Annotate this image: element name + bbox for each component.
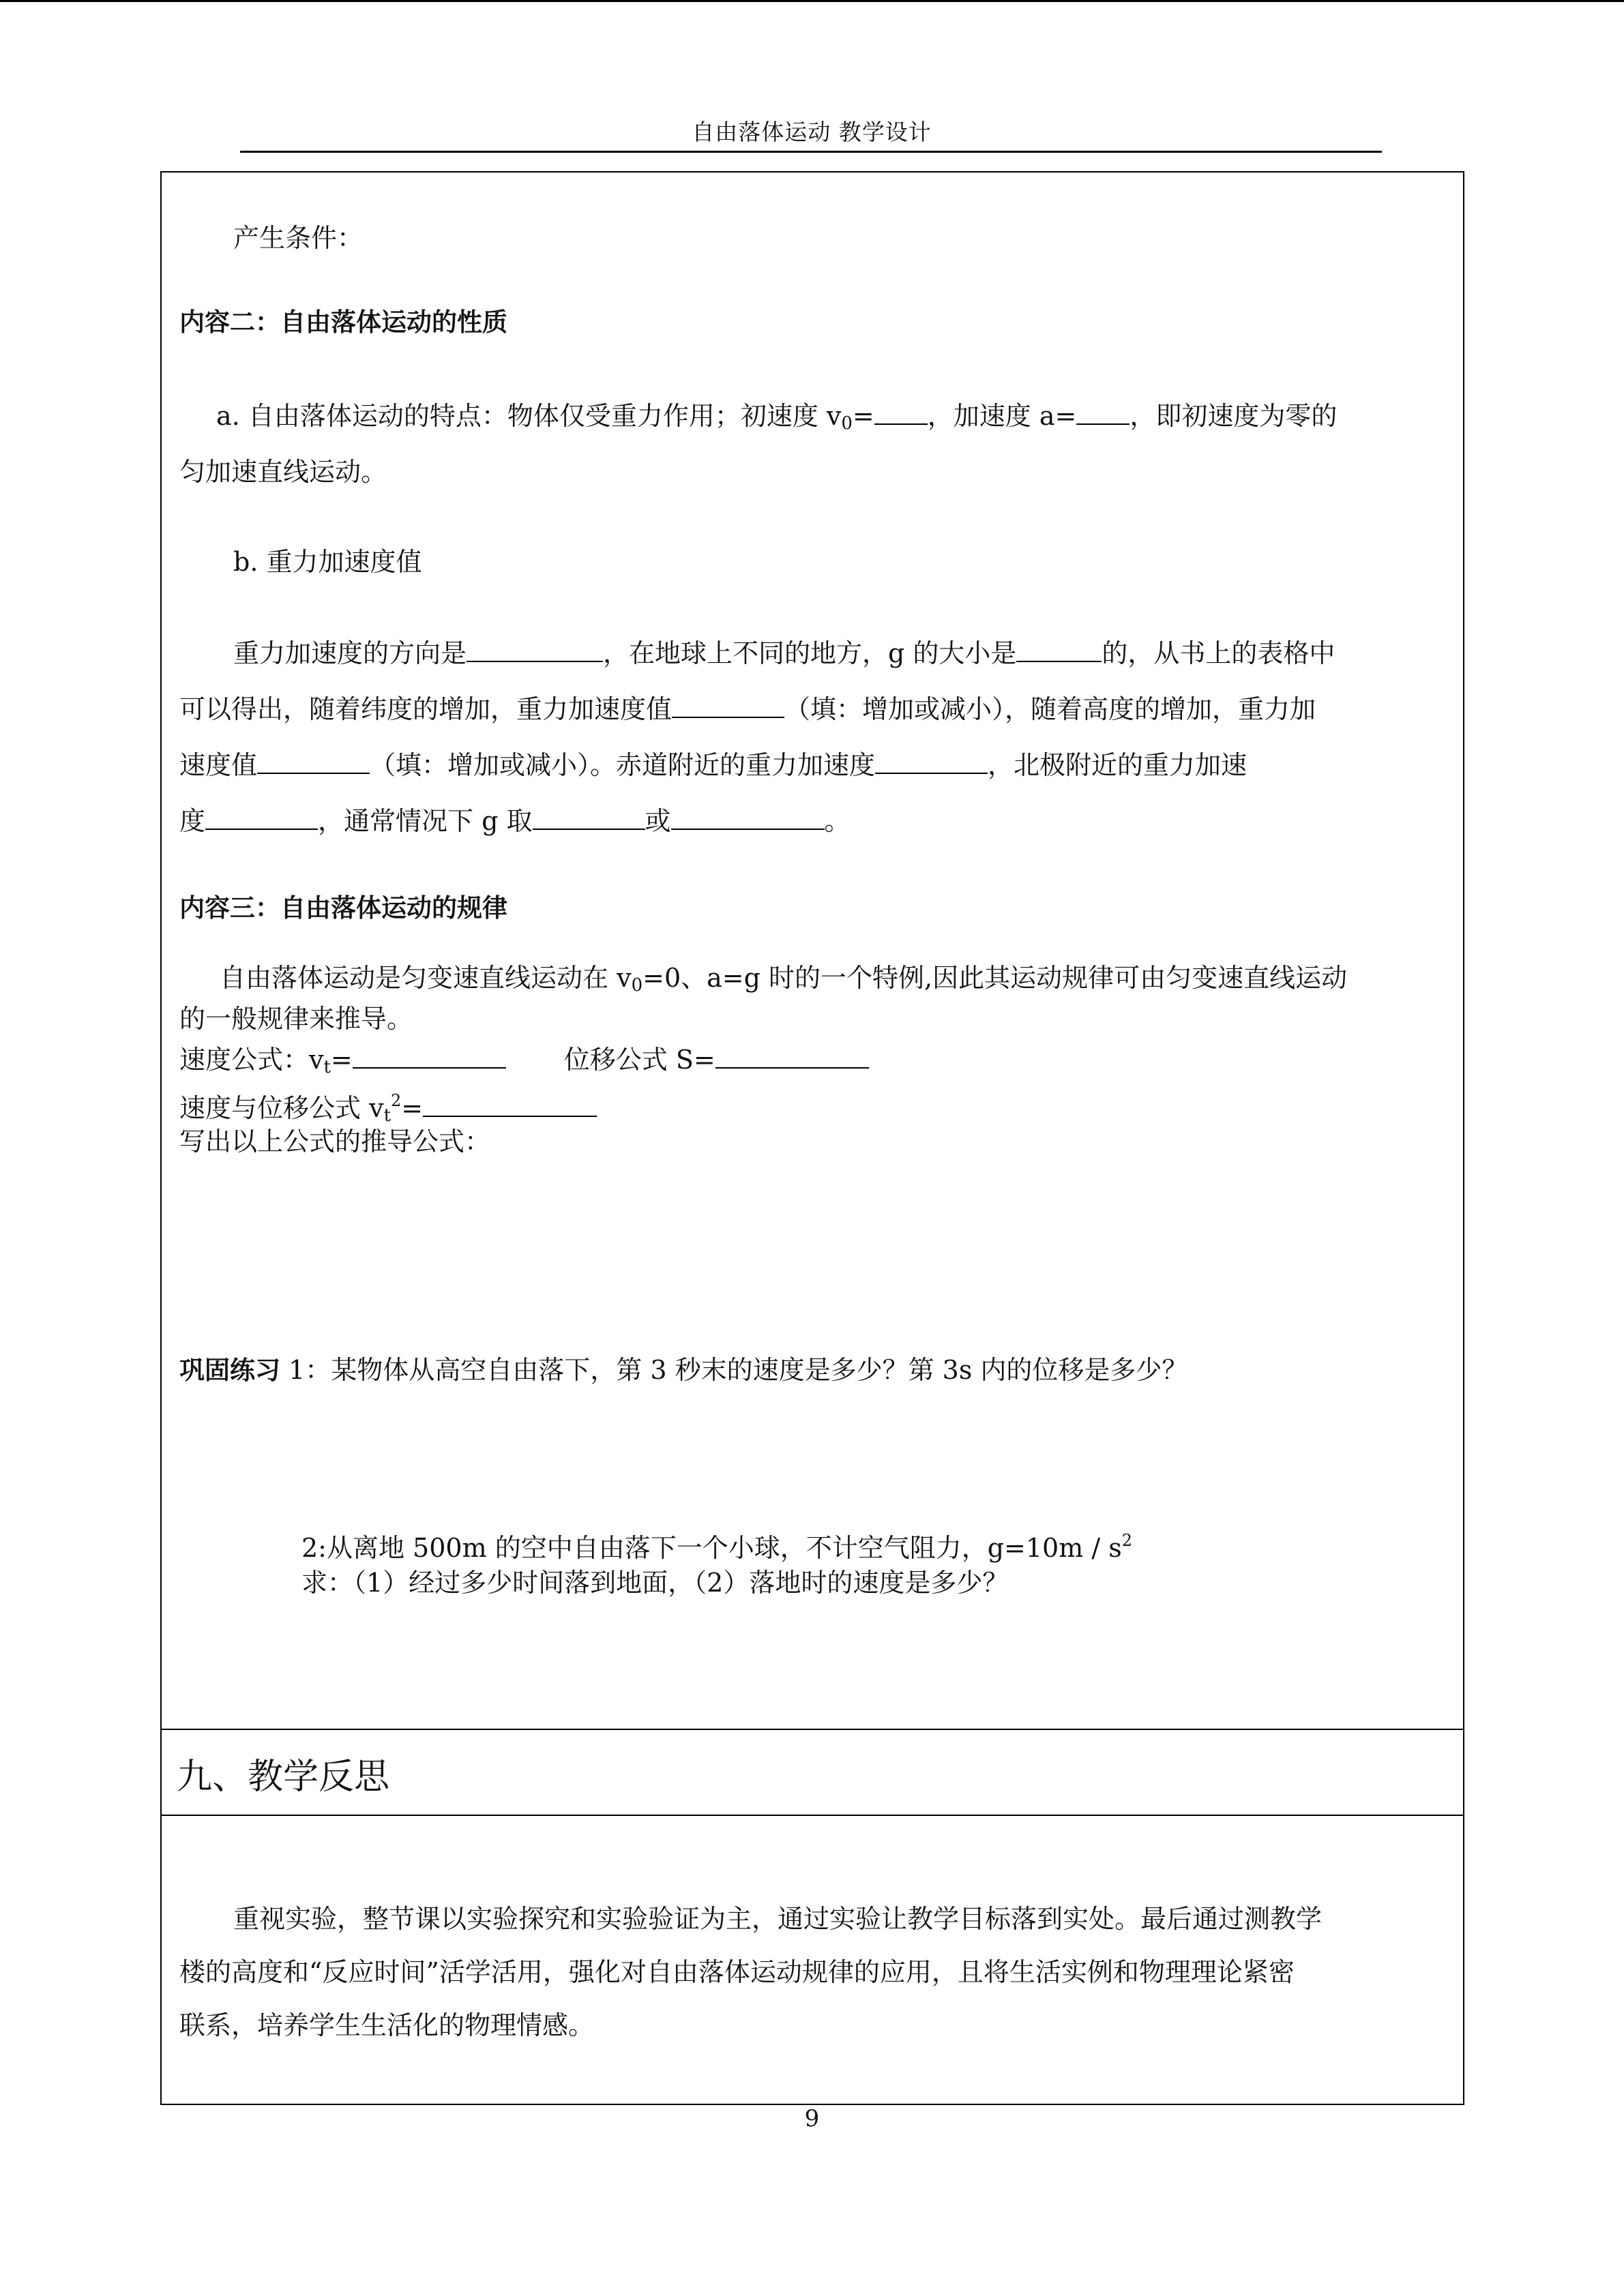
velocity-label: 速度公式：v xyxy=(179,1045,324,1075)
law-line2: 的一般规律来推导。 xyxy=(179,1004,413,1034)
blank-velocity-formula xyxy=(353,1041,506,1069)
velocity-sub: t xyxy=(323,1057,331,1077)
reflection-line3: 联系，培养学生生活化的物理情感。 xyxy=(179,2010,595,2040)
page-header: 自由落体运动 教学设计 xyxy=(692,119,932,145)
blank-g-height xyxy=(257,747,370,774)
section2-title: 内容二：自由落体运动的性质 xyxy=(179,308,507,337)
g-line4 xyxy=(179,793,851,849)
blank-displacement-formula xyxy=(715,1041,869,1069)
g-line1-mid: ，在地球上不同的地方，g 的大小是 xyxy=(603,638,1017,668)
content-table xyxy=(160,171,1464,2105)
item-a-post: ，即初速度为零的 xyxy=(1130,401,1338,431)
g-line2 xyxy=(179,681,1316,737)
blank-g-north-pole xyxy=(205,803,318,830)
blank-initial-velocity xyxy=(874,398,928,425)
reflection-line1: 重视实验，整节课以实验探究和实验验证为主，通过实验让教学目标落到实处。最后通过测教学 xyxy=(233,1904,1323,1934)
exercise-2-line2: 求：（1）经过多少时间落到地面，（2）落地时的速度是多少？ xyxy=(301,1568,1009,1598)
item-a-line1 xyxy=(216,388,1337,451)
row-divider-bottom xyxy=(162,1815,1463,1816)
derive-label: 写出以上公式的推导公式： xyxy=(179,1127,491,1157)
g-line3 xyxy=(179,737,1247,793)
item-a-line2: 匀加速直线运动。 xyxy=(179,457,387,487)
g-line3-post: ，北极附近的重力加速 xyxy=(988,750,1247,780)
g-line3-mid: （填：增加或减小）。赤道附近的重力加速度 xyxy=(370,750,876,780)
section3-title: 内容三：自由落体运动的规律 xyxy=(179,893,507,923)
blank-g-latitude xyxy=(672,691,784,718)
blank-g-magnitude xyxy=(1016,635,1102,662)
reflection-line2: 楼的高度和“反应时间”活学活用，强化对自由落体运动规律的应用，且将生活实例和物理理论紧密 xyxy=(179,1957,1295,1987)
g-line4-mid: ，通常情况下 g 取 xyxy=(318,806,533,836)
header-rule xyxy=(240,151,1382,153)
vd-label: 速度与位移公式 v xyxy=(179,1093,384,1123)
g-line1-post: 的，从书上的表格中 xyxy=(1102,638,1335,668)
item-a-mid: ，加速度 a= xyxy=(927,401,1077,431)
g-line2-pre: 可以得出，随着纬度的增加，重力加速度值 xyxy=(179,694,673,724)
vd-sup: 2 xyxy=(391,1091,402,1110)
blank-vd-formula xyxy=(423,1090,597,1117)
exercise-2-sup: 2 xyxy=(1121,1531,1132,1550)
law-line1-pre: 自由落体运动是匀变速直线运动在 v xyxy=(220,963,632,993)
g-line4-pre: 度 xyxy=(179,806,206,836)
g-line3-pre: 速度值 xyxy=(179,750,258,780)
blank-g-equator xyxy=(875,747,988,774)
g-line4-post: 。 xyxy=(824,806,851,836)
exercise-1-text: 1：某物体从高空自由落下，第 3 秒末的速度是多少？第 3s 内的位移是多少？ xyxy=(280,1355,1188,1385)
law-line1-sub: 0 xyxy=(631,975,643,996)
blank-acceleration xyxy=(1076,398,1130,425)
g-line4-or: 或 xyxy=(645,806,671,836)
row-divider-top xyxy=(162,1729,1463,1730)
blank-g-value-2 xyxy=(671,803,825,830)
exercise-label: 巩固练习 xyxy=(179,1356,280,1385)
item-a-eq: = xyxy=(852,401,874,431)
conditions-label: 产生条件： xyxy=(233,223,364,253)
item-a-line1-pre: a. 自由落体运动的特点：物体仅受重力作用；初速度 v xyxy=(216,401,842,431)
g-line2-post: （填：增加或减小），随着高度的增加，重力加 xyxy=(784,694,1316,724)
reflection-title: 九、教学反思 xyxy=(177,1757,390,1798)
exercise-2-text: 2:从离地 500m 的空中自由落下一个小球，不计空气阻力，g=10m / s xyxy=(301,1533,1122,1563)
g-line1 xyxy=(233,625,1335,681)
page-number: 9 xyxy=(804,2105,820,2132)
item-b: b. 重力加速度值 xyxy=(233,547,422,577)
velocity-eq: = xyxy=(330,1045,353,1075)
displacement-label: 位移公式 S= xyxy=(563,1045,715,1075)
item-a-sub: 0 xyxy=(841,413,853,434)
law-line1-post: =0、a=g 时的一个特例,因此其运动规律可由匀变速直线运动 xyxy=(643,963,1348,993)
g-line1-pre: 重力加速度的方向是 xyxy=(233,638,467,668)
vd-eq: = xyxy=(401,1093,424,1123)
blank-g-value-1 xyxy=(533,803,645,830)
vd-sub: t xyxy=(383,1105,392,1126)
blank-g-direction xyxy=(467,635,603,662)
exercise-1 xyxy=(179,1342,1187,1399)
